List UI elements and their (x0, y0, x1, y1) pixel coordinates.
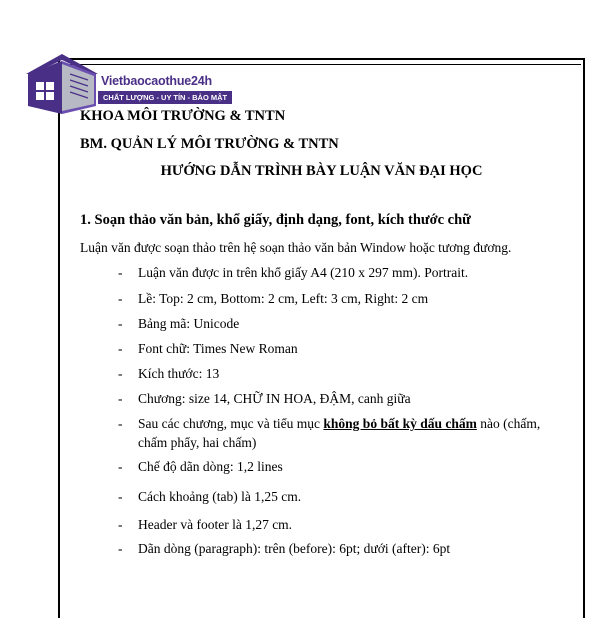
list-item-text: Chương: size 14, CHỮ IN HOA, ĐẬM, canh giữa (138, 391, 411, 406)
faculty-name: KHOA MÔI TRƯỜNG & TNTN (80, 108, 286, 124)
bullet-dash: - (118, 391, 123, 406)
brand-tagline: CHẤT LƯỢNG - UY TÍN - BẢO MẬT (98, 91, 232, 104)
list-item-text: Chế độ dãn dòng: 1,2 lines (138, 459, 283, 474)
list-item-text-after: nào (chấm, chấm phẩy, hai chấm) (138, 416, 541, 450)
bullet-dash: - (118, 459, 123, 474)
department-name: BM. QUẢN LÝ MÔI TRƯỜNG & TNTN (80, 136, 339, 152)
list-item-text: Luận văn được in trên khổ giấy A4 (210 x 297 mm). Portrait. (138, 265, 469, 280)
bullet-dash: - (118, 341, 123, 356)
brand-name: Vietbaocaothue24h (101, 74, 212, 88)
document-title: HƯỚNG DẪN TRÌNH BÀY LUẬN VĂN ĐẠI HỌC (160, 163, 483, 179)
list-item-text: Lề: Top: 2 cm, Bottom: 2 cm, Left: 3 cm, Right: 2 cm (138, 291, 429, 306)
intro-paragraph: Luận văn được soạn thảo trên hệ soạn thảo văn bản Window hoặc tương đương. (80, 240, 512, 255)
list-item-text (138, 414, 558, 452)
list-item-text: Cách khoảng (tab) là 1,25 cm. (138, 489, 302, 504)
list-item-text: Kích thước: 13 (138, 366, 220, 381)
bullet-dash: - (118, 416, 123, 431)
list-item-text: Dãn dòng (paragraph): trên (before): 6pt; dưới (after): 6pt (138, 541, 451, 556)
bullet-dash: - (118, 366, 123, 381)
bullet-dash: - (118, 265, 123, 280)
bullet-dash: - (118, 291, 123, 306)
list-item-text: Font chữ: Times New Roman (138, 341, 298, 356)
bullet-dash: - (118, 489, 123, 504)
emphasized-phrase: không bỏ bất kỳ dấu chấm (323, 416, 477, 431)
bullet-dash: - (118, 517, 123, 532)
list-item-text: Header và footer là 1,27 cm. (138, 517, 293, 532)
bullet-dash: - (118, 316, 123, 331)
section-heading: 1. Soạn thảo văn bản, khổ giấy, định dạng, font, kích thước chữ (80, 212, 471, 228)
list-item-text-before: Sau các chương, mục và tiểu mục (138, 416, 324, 431)
bullet-dash: - (118, 541, 123, 556)
list-item-text: Bảng mã: Unicode (138, 316, 240, 331)
